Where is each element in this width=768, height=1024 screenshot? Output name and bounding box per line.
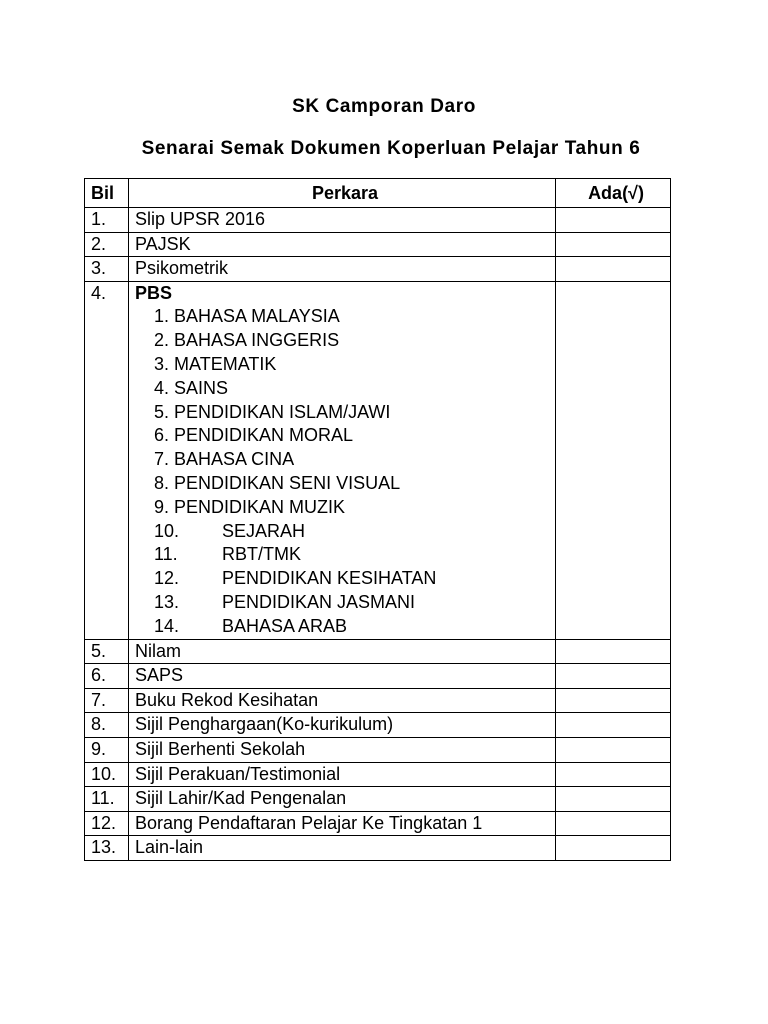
subject-item	[154, 424, 555, 448]
check-cell[interactable]	[556, 639, 671, 664]
subject-number: 13.	[154, 591, 180, 612]
table-row	[85, 713, 671, 738]
check-cell[interactable]	[556, 232, 671, 257]
row-number: 6.	[85, 664, 129, 689]
subject-item	[154, 377, 555, 401]
subject-item	[154, 615, 555, 639]
subject-name: RBT/TMK	[222, 544, 301, 565]
row-item: Buku Rekod Kesihatan	[129, 688, 556, 713]
check-cell[interactable]	[556, 281, 671, 639]
row-item-label: PBS	[135, 282, 173, 303]
row-number: 13.	[85, 836, 129, 861]
subject-number: 3.	[154, 353, 170, 374]
subject-number: 8.	[154, 472, 170, 493]
subject-number: 10.	[154, 520, 180, 541]
row-item: PAJSK	[129, 232, 556, 257]
subject-item	[154, 543, 555, 567]
subject-number: 12.	[154, 568, 180, 589]
subject-name: PENDIDIKAN MUZIK	[174, 496, 346, 517]
row-item: Slip UPSR 2016	[129, 208, 556, 233]
table-row	[85, 257, 671, 282]
subject-item	[154, 472, 555, 496]
check-cell[interactable]	[556, 208, 671, 233]
row-number: 5.	[85, 639, 129, 664]
subject-number: 2.	[154, 330, 170, 351]
row-item: Sijil Penghargaan(Ko-kurikulum)	[129, 713, 556, 738]
subject-name: BAHASA CINA	[174, 449, 295, 470]
row-number: 4.	[85, 281, 129, 639]
subject-number: 7.	[154, 449, 170, 470]
check-cell[interactable]	[556, 257, 671, 282]
document-heading: Senarai Semak Dokumen Koperluan Pelajar Tahun 6	[141, 138, 641, 159]
row-number: 7.	[85, 688, 129, 713]
subject-name: BAHASA INGGERIS	[174, 330, 340, 351]
row-number: 9.	[85, 737, 129, 762]
check-cell[interactable]	[556, 688, 671, 713]
check-cell[interactable]	[556, 836, 671, 861]
subject-item	[154, 401, 555, 425]
row-item: Lain-lain	[129, 836, 556, 861]
subject-name: PENDIDIKAN JASMANI	[222, 591, 416, 612]
table-row	[85, 281, 671, 639]
subject-item	[154, 353, 555, 377]
row-item: Psikometrik	[129, 257, 556, 282]
row-item: SAPS	[129, 664, 556, 689]
subject-name: PENDIDIKAN KESIHATAN	[222, 568, 437, 589]
subject-name: SAINS	[174, 377, 229, 398]
row-item: Borang Pendaftaran Pelajar Ke Tingkatan 1	[129, 811, 556, 836]
table-row	[85, 787, 671, 812]
row-item: Nilam	[129, 639, 556, 664]
check-cell[interactable]	[556, 787, 671, 812]
header-bil: Bil	[85, 179, 129, 208]
table-row	[85, 688, 671, 713]
subject-number: 4.	[154, 377, 170, 398]
subject-item	[154, 591, 555, 615]
table-row	[85, 737, 671, 762]
row-item: Sijil Berhenti Sekolah	[129, 737, 556, 762]
row-number: 8.	[85, 713, 129, 738]
subject-item	[154, 567, 555, 591]
table-row	[85, 762, 671, 787]
table-row	[85, 208, 671, 233]
subject-name: PENDIDIKAN MORAL	[174, 425, 354, 446]
subject-item	[154, 496, 555, 520]
subject-name: BAHASA MALAYSIA	[174, 306, 340, 327]
row-number: 3.	[85, 257, 129, 282]
subject-name: MATEMATIK	[174, 353, 277, 374]
subject-number: 14.	[154, 615, 180, 636]
subject-name: BAHASA ARAB	[222, 615, 348, 636]
row-number: 12.	[85, 811, 129, 836]
check-cell[interactable]	[556, 664, 671, 689]
subject-item	[154, 305, 555, 329]
subject-number: 5.	[154, 401, 170, 422]
check-cell[interactable]	[556, 713, 671, 738]
row-number: 2.	[85, 232, 129, 257]
row-number: 11.	[85, 787, 129, 812]
subject-number: 9.	[154, 496, 170, 517]
check-cell[interactable]	[556, 811, 671, 836]
subject-item	[154, 520, 555, 544]
checklist-body	[85, 208, 671, 861]
header-perkara: Perkara	[129, 179, 556, 208]
checklist-table	[84, 178, 671, 861]
check-cell[interactable]	[556, 762, 671, 787]
table-row	[85, 639, 671, 664]
subject-number: 1.	[154, 306, 170, 327]
subject-name: PENDIDIKAN ISLAM/JAWI	[174, 401, 391, 422]
subject-name: PENDIDIKAN SENI VISUAL	[174, 472, 401, 493]
subject-list	[135, 305, 555, 638]
subject-item	[154, 448, 555, 472]
row-item	[129, 281, 556, 639]
table-row	[85, 232, 671, 257]
table-row	[85, 664, 671, 689]
table-row	[85, 811, 671, 836]
header-row	[85, 179, 671, 208]
row-item: Sijil Perakuan/Testimonial	[129, 762, 556, 787]
check-cell[interactable]	[556, 737, 671, 762]
subject-item	[154, 329, 555, 353]
school-name: SK Camporan Daro	[292, 96, 476, 117]
row-number: 1.	[85, 208, 129, 233]
row-item: Sijil Lahir/Kad Pengenalan	[129, 787, 556, 812]
subject-name: SEJARAH	[222, 520, 306, 541]
subject-number: 11.	[154, 544, 178, 565]
table-row	[85, 836, 671, 861]
subject-number: 6.	[154, 425, 170, 446]
header-ada: Ada(√)	[556, 179, 671, 208]
row-number: 10.	[85, 762, 129, 787]
